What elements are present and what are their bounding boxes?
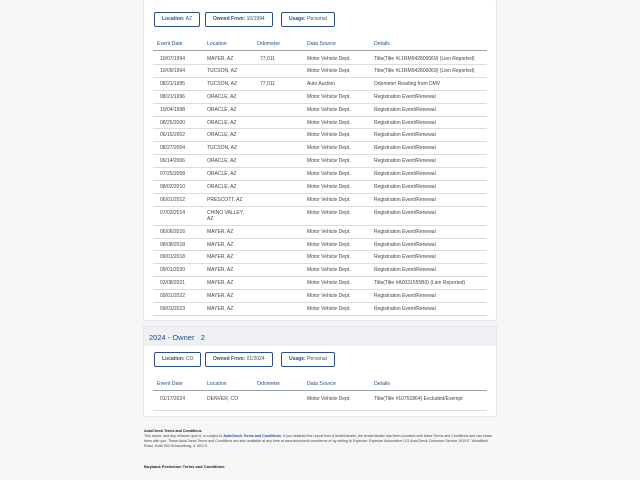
data-source-cell: Motor Vehicle Dept. [307, 197, 351, 203]
event-date-cell: 06/01/2012 [160, 197, 186, 203]
row-divider [153, 315, 487, 316]
location-cell: TUCSON, AZ [207, 145, 238, 151]
details-cell: Title(Title #A0031555B0) (Lien Reported) [374, 280, 466, 286]
details-cell: Registration Event/Renewal [374, 132, 436, 138]
event-date-cell: 07/03/2014 [160, 210, 186, 216]
usage-filter[interactable]: Usage: Personal [281, 352, 335, 367]
event-date-cell: 10/09/1994 [160, 68, 186, 74]
details-cell: Registration Event/Renewal [374, 254, 436, 260]
row-divider [153, 410, 487, 411]
column-data-source-header: Data Source [307, 41, 336, 47]
details-cell: Registration Event/Renewal [374, 171, 436, 177]
row-divider [153, 90, 487, 91]
location-cell: TUCSON, AZ [207, 68, 238, 74]
row-divider [153, 141, 487, 142]
owner-2-title: 2024 - Owner 2 [149, 333, 205, 342]
location-cell: MAYER, AZ [207, 293, 234, 299]
data-source-cell: Motor Vehicle Dept. [307, 158, 351, 164]
odometer-cell: 77,011 [260, 56, 275, 62]
location-cell: PRESCOTT, AZ [207, 197, 243, 203]
column-location-header: Location [207, 41, 227, 47]
location-cell: DENVER, CO [207, 396, 239, 402]
row-divider [153, 276, 487, 277]
details-cell: Title(Title #L1RM942800069) (Lien Reported) [374, 68, 475, 74]
location-cell: TUCSON, AZ [207, 81, 238, 87]
location-filter[interactable]: Location: AZ [154, 12, 200, 27]
event-date-cell: 08/08/2018 [160, 242, 186, 248]
details-cell: Registration Event/Renewal [374, 293, 436, 299]
row-divider [153, 77, 487, 78]
data-source-cell: Motor Vehicle Dept. [307, 107, 351, 113]
row-divider [153, 206, 487, 207]
event-date-cell: 06/06/2016 [160, 229, 186, 235]
data-source-cell: Motor Vehicle Dept. [307, 171, 351, 177]
row-divider [153, 193, 487, 194]
details-cell: Registration Event/Renewal [374, 94, 436, 100]
event-date-cell: 10/04/1998 [160, 107, 186, 113]
data-source-cell: Motor Vehicle Dept. [307, 120, 351, 126]
column-location-header: Location [207, 381, 227, 387]
column-odometer-header: Odometer [257, 381, 281, 387]
event-date-cell: 09/01/2018 [160, 254, 186, 260]
location-cell: MAYER, AZ [207, 56, 234, 62]
event-date-cell: 10/07/1994 [160, 56, 186, 62]
details-cell: Registration Event/Renewal [374, 158, 436, 164]
location-cell: ORACLE, AZ [207, 132, 237, 138]
row-divider [153, 154, 487, 155]
row-divider [153, 103, 487, 104]
location-cell: ORACLE, AZ [207, 171, 237, 177]
location-cell: ORACLE, AZ [207, 107, 237, 113]
row-divider [153, 238, 487, 239]
owned-from-filter[interactable]: Owned From: 10/1994 [205, 12, 273, 27]
owned-from-filter[interactable]: Owned From: 01/2024 [205, 352, 273, 367]
details-cell: Registration Event/Renewal [374, 306, 436, 312]
terms-link[interactable]: AutoCheck Terms and Conditions [223, 434, 281, 438]
row-divider [153, 302, 487, 303]
data-source-cell: Motor Vehicle Dept. [307, 293, 351, 299]
data-source-cell: Motor Vehicle Dept. [307, 210, 351, 216]
location-cell: ORACLE, AZ [207, 158, 237, 164]
location-cell: MAYER, AZ [207, 229, 234, 235]
row-divider [153, 64, 487, 65]
data-source-cell: Motor Vehicle Dept. [307, 184, 351, 190]
column-details-header: Details [374, 41, 390, 47]
data-source-cell: Motor Vehicle Dept. [307, 242, 351, 248]
location-cell: MAYER, AZ [207, 254, 234, 260]
row-divider [153, 250, 487, 251]
terms-heading: AutoCheck Terms and Conditions [144, 429, 202, 433]
row-divider [153, 180, 487, 181]
row-divider [153, 263, 487, 264]
details-cell: Title(Title #10751864) Excluded/Exempt [374, 396, 463, 402]
terms-section [144, 429, 496, 449]
table-header-divider [153, 50, 487, 51]
data-source-cell: Motor Vehicle Dept. [307, 396, 351, 402]
location-cell: MAYER, AZ [207, 267, 234, 273]
location-cell: ORACLE, AZ [207, 94, 237, 100]
details-cell: Registration Event/Renewal [374, 229, 436, 235]
location-cell: ORACLE, AZ [207, 120, 237, 126]
data-source-cell: Motor Vehicle Dept. [307, 132, 351, 138]
event-date-cell: 07/25/2008 [160, 171, 186, 177]
event-date-cell: 09/01/2023 [160, 306, 186, 312]
event-date-cell: 08/21/1996 [160, 94, 186, 100]
data-source-cell: Motor Vehicle Dept. [307, 94, 351, 100]
details-cell: Registration Event/Renewal [374, 267, 436, 273]
row-divider [153, 116, 487, 117]
location-cell: MAYER, AZ [207, 242, 234, 248]
odometer-cell: 77,011 [260, 81, 275, 87]
details-cell: Registration Event/Renewal [374, 242, 436, 248]
buyback-terms-heading: Buyback Protection Terms and Conditions [144, 464, 225, 469]
row-divider [153, 225, 487, 226]
details-cell: Registration Event/Renewal [374, 197, 436, 203]
location-filter[interactable]: Location: CO [154, 352, 201, 367]
row-divider [153, 128, 487, 129]
event-date-cell: 09/01/2020 [160, 267, 186, 273]
data-source-cell: Motor Vehicle Dept. [307, 229, 351, 235]
row-divider [153, 167, 487, 168]
row-divider [153, 289, 487, 290]
location-cell: MAYER, AZ [207, 306, 234, 312]
data-source-cell: Motor Vehicle Dept. [307, 306, 351, 312]
event-date-cell: 03/08/2021 [160, 280, 186, 286]
column-event-date-header: Event Date [157, 381, 183, 387]
event-date-cell: 08/02/2010 [160, 184, 186, 190]
event-date-cell: 08/27/2004 [160, 145, 186, 151]
data-source-cell: Motor Vehicle Dept. [307, 68, 351, 74]
data-source-cell: Auto Auction [307, 81, 336, 87]
details-cell: Registration Event/Renewal [374, 145, 436, 151]
event-date-cell: 08/25/2000 [160, 120, 186, 126]
details-cell: Title(Title #L1RM942800069) (Lien Reported) [374, 56, 475, 62]
details-cell: Registration Event/Renewal [374, 210, 436, 216]
data-source-cell: Motor Vehicle Dept. [307, 267, 351, 273]
details-cell: Registration Event/Renewal [374, 120, 436, 126]
location-cell: CHINO VALLEY, AZ [207, 210, 244, 222]
data-source-cell: Motor Vehicle Dept. [307, 254, 351, 260]
event-date-cell: 06/14/2006 [160, 158, 186, 164]
column-odometer-header: Odometer [257, 41, 281, 47]
data-source-cell: Motor Vehicle Dept. [307, 56, 351, 62]
event-date-cell: 06/15/2002 [160, 132, 186, 138]
location-cell: MAYER, AZ [207, 280, 234, 286]
column-data-source-header: Data Source [307, 381, 336, 387]
terms-text: . If you obtained the report from a lender/dealer, the lender/dealer has been provided with these Terms and Conditions and can share them with you. These AutoCheck Terms and Conditions are also available at any time at www.autocheck.com/terms or by writing to Experian: Experian Automotive C/O AutoCheck Customer Service 1515 E. Woodfield Road, Suite 500 Schaumburg, IL 60173. [144, 434, 493, 448]
column-event-date-header: Event Date [157, 41, 183, 47]
event-date-cell: 08/21/1995 [160, 81, 186, 87]
details-cell: Odometer Reading from DMV [374, 81, 441, 87]
data-source-cell: Motor Vehicle Dept. [307, 145, 351, 151]
table-header-divider [153, 390, 487, 391]
usage-filter[interactable]: Usage: Personal [281, 12, 335, 27]
event-date-cell: 01/17/2024 [160, 396, 186, 402]
terms-text: This report, and any reliance upon it, is subject to [144, 434, 224, 438]
details-cell: Registration Event/Renewal [374, 107, 436, 113]
data-source-cell: Motor Vehicle Dept. [307, 280, 351, 286]
column-details-header: Details [374, 381, 390, 387]
location-cell: ORACLE, AZ [207, 184, 237, 190]
event-date-cell: 09/01/2022 [160, 293, 186, 299]
details-cell: Registration Event/Renewal [374, 184, 436, 190]
